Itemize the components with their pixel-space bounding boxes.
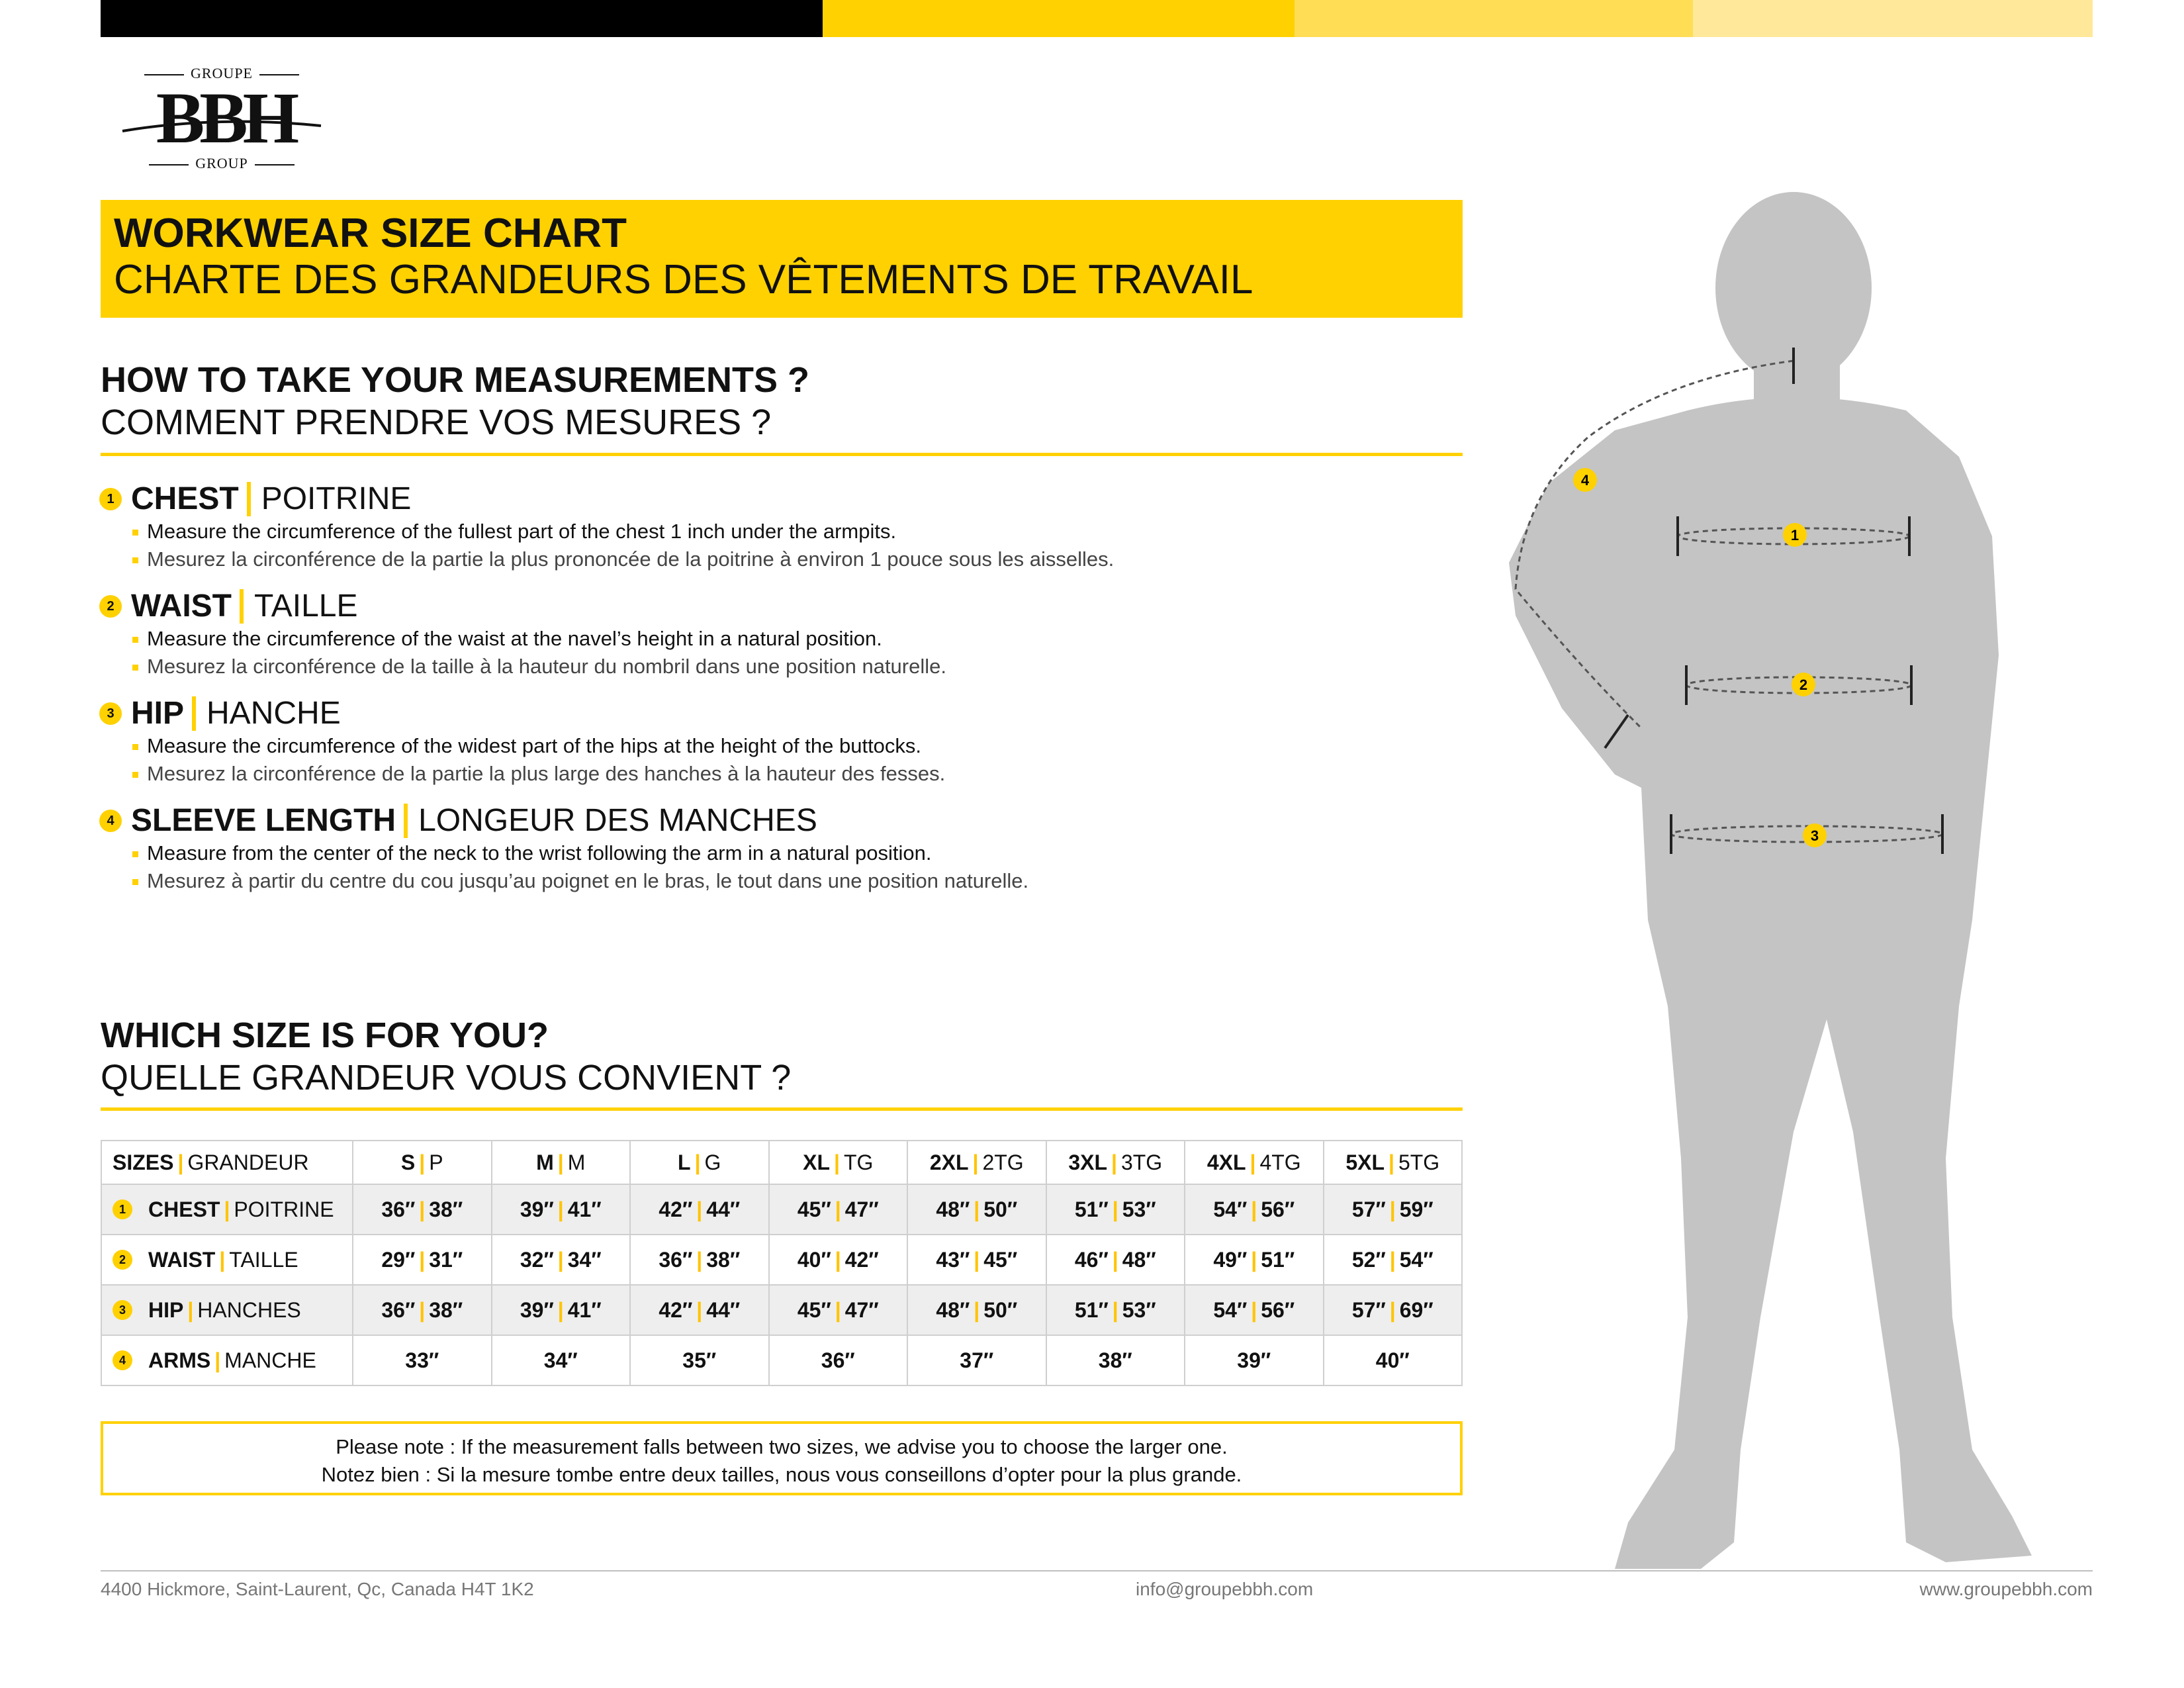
row-label-en: WAIST [148, 1247, 216, 1272]
table-cell: 54″ | 56″ [1185, 1184, 1324, 1235]
footer-address: 4400 Hickmore, Saint-Laurent, Qc, Canada H4T 1K2 [101, 1579, 534, 1599]
table-row [101, 1235, 1462, 1285]
row-label-fr: HANCHES [197, 1297, 301, 1322]
top-color-bar [101, 0, 2093, 37]
row-label-fr: TAILLE [229, 1247, 298, 1272]
table-cell: 54″ | 56″ [1185, 1285, 1324, 1335]
header-size-s: S | P [353, 1141, 492, 1184]
yellow-separator: | [224, 1197, 230, 1221]
table-cell: 42″ | 44″ [630, 1285, 769, 1335]
measure-desc-fr: Mesurez la circonférence de la taille à la hauteur du nombril dans une position naturelle. [99, 653, 1423, 680]
table-cell: 36″ | 38″ [353, 1184, 492, 1235]
marker-1 [1783, 523, 1807, 547]
yellow-separator [240, 589, 244, 624]
measure-item-hip [99, 695, 1423, 788]
row-label-cell [101, 1235, 353, 1285]
table-cell: 40″ | 42″ [769, 1235, 908, 1285]
section-divider [101, 453, 1463, 456]
logo-main-text: BBH [156, 77, 295, 158]
header-size-5xl: 5XL | 5TG [1324, 1141, 1463, 1184]
measure-desc-fr: Mesurez la circonférence de la partie la plus prononcée de la poitrine à environ 1 pouce sous les aisselles. [99, 545, 1423, 573]
marker-3 [1803, 823, 1827, 847]
table-row [101, 1335, 1462, 1385]
yellow-separator [247, 482, 251, 516]
table-cell: 42″ | 44″ [630, 1184, 769, 1235]
marker-4 [1573, 468, 1597, 492]
measure-title-en: CHEST [131, 481, 239, 516]
measurements-heading [101, 359, 1463, 444]
number-badge: 4 [113, 1350, 132, 1370]
yellow-separator: | [187, 1297, 194, 1322]
title-french: CHARTE DES GRANDEURS DES VÊTEMENTS DE TRAVAIL [114, 257, 1253, 303]
measure-item-sleeve [99, 802, 1423, 895]
table-cell: 49″ | 51″ [1185, 1235, 1324, 1285]
measure-title-fr: HANCHE [206, 696, 341, 731]
row-label-en: CHEST [148, 1197, 220, 1221]
table-cell: 51″ | 53″ [1046, 1184, 1185, 1235]
section-divider [101, 1107, 1463, 1111]
table-cell: 38″ [1046, 1335, 1185, 1385]
number-badge: 4 [99, 810, 122, 832]
measurements-heading-en: HOW TO TAKE YOUR MEASUREMENTS ? [101, 360, 810, 400]
number-badge: 1 [99, 488, 122, 510]
measure-item-waist [99, 588, 1423, 680]
row-label-en: HIP [148, 1297, 184, 1322]
company-logo [119, 65, 324, 171]
silhouette-body [1509, 192, 2032, 1569]
measure-title-fr: LONGEUR DES MANCHES [418, 803, 817, 838]
table-cell: 39″ | 41″ [492, 1285, 631, 1335]
number-badge: 3 [99, 702, 122, 725]
measure-title-fr: POITRINE [261, 481, 412, 516]
measure-item-chest [99, 481, 1423, 573]
table-row [101, 1184, 1462, 1235]
note-french: Notez bien : Si la mesure tombe entre deux tailles, nous vous conseillons d’opter pour la plus grande. [321, 1463, 1242, 1486]
number-badge: 1 [113, 1199, 132, 1219]
table-cell: 37″ [907, 1335, 1046, 1385]
measurements-heading-fr: COMMENT PRENDRE VOS MESURES ? [101, 402, 772, 442]
measure-title-en: WAIST [131, 588, 232, 624]
table-cell: 39″ [1185, 1335, 1324, 1385]
yellow-separator: | [214, 1348, 221, 1372]
row-label-fr: POITRINE [234, 1197, 334, 1221]
marker-2 [1792, 673, 1815, 696]
yellow-separator: | [219, 1247, 226, 1272]
bar-segment-pale-yellow [1693, 0, 2093, 37]
footer-website[interactable]: www.groupebbh.com [1919, 1579, 2093, 1599]
measure-title-en: HIP [131, 696, 185, 731]
note-box [101, 1421, 1463, 1495]
size-heading-fr: QUELLE GRANDEUR VOUS CONVIENT ? [101, 1058, 792, 1098]
row-label-cell [101, 1285, 353, 1335]
note-english: Please note : If the measurement falls between two sizes, we advise you to choose the larger one. [336, 1435, 1228, 1458]
measure-desc-en: Measure the circumference of the widest part of the hips at the height of the buttocks. [99, 732, 1423, 760]
row-label-en: ARMS [148, 1348, 211, 1372]
logo-top-text: GROUPE [119, 65, 324, 82]
table-cell: 43″ | 45″ [907, 1235, 1046, 1285]
table-cell: 36″ | 38″ [630, 1235, 769, 1285]
size-heading [101, 1014, 1463, 1099]
table-cell: 57″ | 69″ [1324, 1285, 1463, 1335]
measure-desc-fr: Mesurez à partir du centre du cou jusqu’au poignet en le bras, le tout dans une position naturelle. [99, 867, 1423, 895]
table-cell: 32″ | 34″ [492, 1235, 631, 1285]
table-cell: 29″ | 31″ [353, 1235, 492, 1285]
worker-silhouette-figure [1482, 192, 2078, 1622]
table-cell: 36″ | 38″ [353, 1285, 492, 1335]
table-cell: 35″ [630, 1335, 769, 1385]
header-size-xl: XL | TG [769, 1141, 908, 1184]
table-cell: 34″ [492, 1335, 631, 1385]
measure-desc-en: Measure the circumference of the waist at the navel’s height in a natural position. [99, 625, 1423, 653]
bar-segment-black [101, 0, 823, 37]
yellow-separator [192, 696, 196, 731]
measure-desc-fr: Mesurez la circonférence de la partie la plus large des hanches à la hauteur des fesses. [99, 760, 1423, 788]
logo-bottom-text: GROUP [119, 155, 324, 172]
title-english: WORKWEAR SIZE CHART [114, 211, 627, 256]
table-cell: 33″ [353, 1335, 492, 1385]
bar-segment-light-yellow [1295, 0, 1693, 37]
table-cell: 45″ | 47″ [769, 1184, 908, 1235]
bar-segment-yellow [823, 0, 1295, 37]
table-cell: 57″ | 59″ [1324, 1184, 1463, 1235]
table-cell: 48″ | 50″ [907, 1285, 1046, 1335]
table-cell: 48″ | 50″ [907, 1184, 1046, 1235]
title-banner [101, 200, 1463, 318]
header-size-4xl: 4XL | 4TG [1185, 1141, 1324, 1184]
size-table [101, 1140, 1463, 1386]
table-cell: 36″ [769, 1335, 908, 1385]
svg-text:2: 2 [1799, 677, 1808, 693]
row-label-cell [101, 1184, 353, 1235]
row-label-cell [101, 1335, 353, 1385]
measure-title-fr: TAILLE [254, 588, 358, 624]
header-size-l: L | G [630, 1141, 769, 1184]
header-size-m: M | M [492, 1141, 631, 1184]
svg-text:1: 1 [1790, 527, 1799, 543]
footer-email[interactable]: info@groupebbh.com [1136, 1579, 1314, 1599]
svg-text:4: 4 [1580, 472, 1590, 489]
measure-desc-en: Measure the circumference of the fullest part of the chest 1 inch under the armpits. [99, 518, 1423, 545]
table-cell: 52″ | 54″ [1324, 1235, 1463, 1285]
table-cell: 39″ | 41″ [492, 1184, 631, 1235]
size-heading-en: WHICH SIZE IS FOR YOU? [101, 1015, 549, 1055]
yellow-separator [404, 804, 408, 838]
table-row [101, 1285, 1462, 1335]
table-cell: 51″ | 53″ [1046, 1285, 1185, 1335]
number-badge: 2 [113, 1250, 132, 1270]
table-header-row [101, 1141, 1462, 1184]
measure-title-en: SLEEVE LENGTH [131, 803, 396, 838]
svg-text:3: 3 [1810, 827, 1819, 844]
header-size-3xl: 3XL | 3TG [1046, 1141, 1185, 1184]
number-badge: 2 [99, 595, 122, 618]
table-cell: 45″ | 47″ [769, 1285, 908, 1335]
table-cell: 46″ | 48″ [1046, 1235, 1185, 1285]
header-size-2xl: 2XL | 2TG [907, 1141, 1046, 1184]
number-badge: 3 [113, 1300, 132, 1320]
measure-desc-en: Measure from the center of the neck to the wrist following the arm in a natural position. [99, 839, 1423, 867]
header-sizes: SIZES | GRANDEUR [101, 1141, 353, 1184]
row-label-fr: MANCHE [224, 1348, 316, 1372]
table-cell: 40″ [1324, 1335, 1463, 1385]
